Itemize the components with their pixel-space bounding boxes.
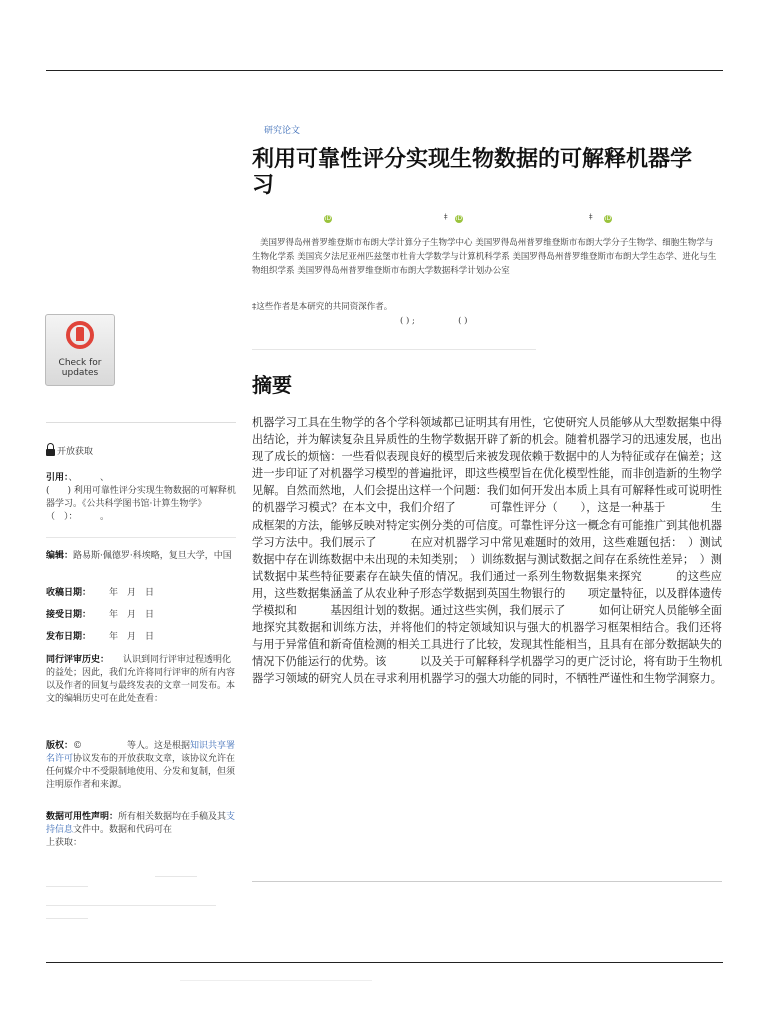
- orcid-icon[interactable]: iD: [455, 215, 463, 222]
- abstract-text: 机器学习工具在生物学的各个学科领域都已证明其有用性，它使研究人员能够从大型数据集中得出结论，并为解读复杂且异质性的生物学数据开辟了新的机会。随着机器学习的迅速发展，也出现了成长的烦恼：一些看似表现良好的模型后来被发现依赖于数据中的人为特征或存在偏差；这进一步印证了对机器学习模型的普遍批评，即这些模型旨在优化模型性能，而非创造新的生物学见解。自然而然地，人们会提出这样一个问题：我们如何开发出本质上具有可解释性或可说明性的机器学习模式？在本文中，我们介绍了 可靠性评分（ ），这是一种基于 生成框架的方法，能够反映对特定实例分类的可信度。可靠性评分这一概念有可能推广到其他机器学习方法中。我们展示了 在应对机器学习中常见难题时的效用，这些难题包括： ）测试数据中存在训练数据中未出现的未知类别； ）训练数据与测试数据之间存在系统性差异； ）测试数据中某些特征要素存在缺失值的情况。我们通过一系列生物数据集来探究 的这些应用，这些数据集涵盖了从农业种子形态学数据到英国生物银行的 项定量特征，以及群体遗传学模拟和 基因组计划的数据。通过这些实例，我们展示了 如何让研究人员能够全面地探究其数据和训练方法，并将他们的特定领域知识与强大的机器学习框架相结合。我们还将 与用于异常值和新奇值检测的相关工具进行了比较，发现其性能相当，且具有在部分数据缺失的情况下仍能运行的优势。该 以及关于可解释科学机器学习的更广泛讨论，将有助于生物机器学习领域的研究人员在寻求利用机器学习的强大功能的同时，不牺牲严谨性和生物学洞察力。: [252, 416, 756, 686]
- divider: [46, 886, 88, 887]
- editor: 编辑：路易斯·佩德罗·科埃略，复旦大学，中国: [46, 551, 232, 561]
- license-link[interactable]: 知识共享署名许可: [46, 741, 236, 764]
- divider: [155, 876, 197, 877]
- author-mark: ‡: [444, 213, 448, 221]
- orcid-icon[interactable]: iD: [324, 215, 332, 222]
- lock-icon: [46, 449, 55, 456]
- supporting-info-link[interactable]: 支持信息: [46, 812, 236, 835]
- bookmark-icon: [76, 327, 84, 341]
- divider: [46, 905, 216, 906]
- divider: [46, 422, 236, 423]
- author-line: [252, 213, 722, 225]
- affiliations: 美国罗得岛州普罗维登斯市布朗大学计算分子生物学中心 美国罗得岛州普罗维登斯市布朗大学分子生物学、细胞生物学与生物化学系 美国宾夕法尼亚州匹兹堡市杜肯大学数学与计算机科学系 美国罗得岛州普罗维登斯市布朗大学生态学、进化与生物组织学系 美国罗得岛州普罗维登斯市布朗大学数据科学计划办公室: [252, 238, 717, 276]
- divider: [46, 918, 88, 919]
- check-for-updates-badge[interactable]: [45, 314, 115, 386]
- citation: 引用：、 、 ( ) 利用可靠性评分实现生物数据的可解释机器学习。《公共科学图书馆·计算生物学》（ ）： 。: [46, 473, 236, 522]
- data-availability: 数据可用性声明：所有相关数据均在手稿及其支持信息文件中。数据和代码可在 上获取：: [46, 812, 236, 848]
- abstract-heading: 摘要: [252, 373, 292, 397]
- accepted-date: 接受日期： 年 月 日: [46, 610, 155, 620]
- published-date: 发布日期： 年 月 日: [46, 632, 155, 642]
- open-access[interactable]: 开放获取: [46, 446, 236, 459]
- divider: [46, 537, 236, 538]
- peer-review-history: 同行评审历史： 认识到同行评审过程透明化的益处；因此，我们允许将同行评审的所有内容以及作者的回复与最终发表的文章一同发布。本文的编辑历史可在此处查看：: [46, 655, 236, 704]
- article-category[interactable]: 研究论文: [264, 126, 301, 136]
- equal-contribution-note: ‡这些作者是本研究的共同资深作者。: [252, 302, 393, 312]
- received-date: 收稿日期： 年 月 日: [46, 588, 155, 598]
- divider: [252, 349, 536, 350]
- correspondence: ( ) ; ( ): [400, 316, 468, 326]
- badge-label: Check for updates: [58, 358, 102, 378]
- footer-line: [180, 980, 372, 981]
- author-mark: ‡: [589, 213, 593, 221]
- article-title: 利用可靠性评分实现生物数据的可解释机器学习: [252, 146, 693, 198]
- orcid-icon[interactable]: iD: [604, 215, 612, 222]
- copyright: 版权：© 等人。这是根据知识共享署名许可协议发布的开放获取文章，该协议允许在任何媒介中不受限制地使用、分发和复制，但须注明原作者和来源。: [46, 741, 236, 790]
- top-rule: [46, 70, 723, 71]
- bottom-rule: [46, 962, 723, 963]
- divider: [252, 881, 722, 882]
